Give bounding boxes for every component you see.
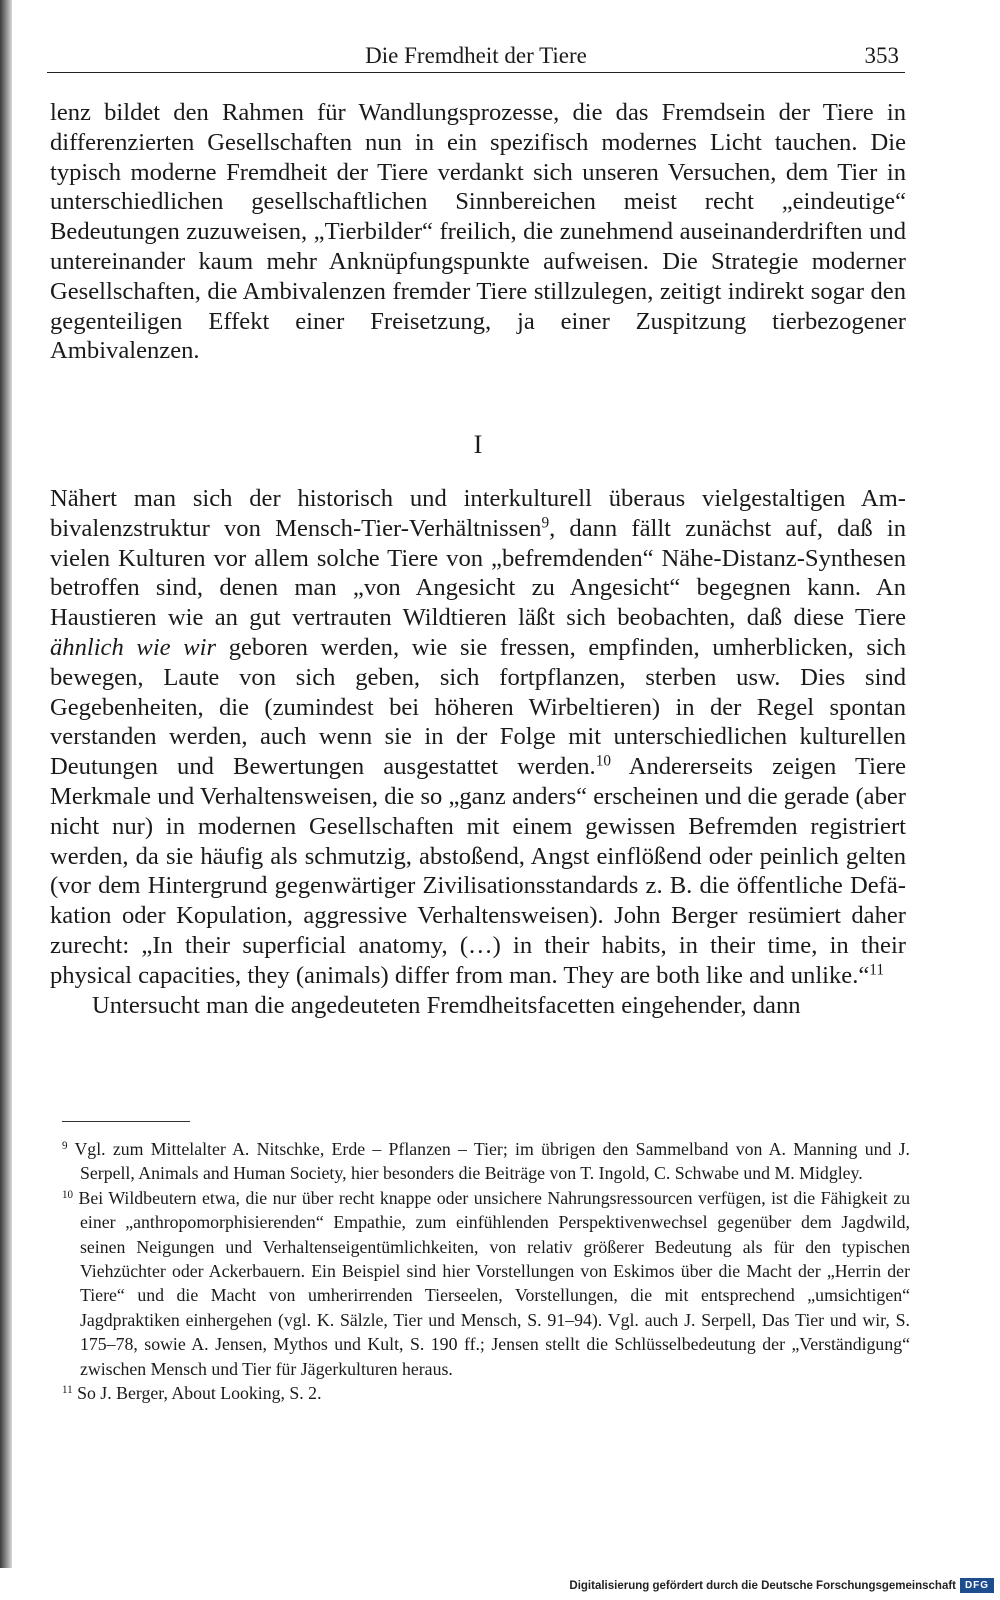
footnote-11 [62,1381,910,1405]
running-title: Die Fremdheit der Tiere [365,43,587,68]
book-binding-edge [0,0,12,1600]
intro-paragraph: lenz bildet den Rahmen für Wandlungsprozesse, die das Fremdsein der Tiere in differenzierten Gesellschaften nun in ein spezifisch modernes Licht tauchen. Die typisch moderne Fremdheit der Tiere verdankt sich unseren Versuchen, dem Tier in unterschiedlichen gesellschaftlichen Sinnbereichen meist recht „eindeutige“ Bedeutungen zuzuweisen, „Tierbilder“ freilich, die zunehmend auseinanderdriften und untereinander kaum mehr Anknüpfungspunkte aufweisen. Die Strategie moderner Gesellschaften, die Ambivalenzen fremder Tiere stillzulegen, zeitigt indirekt sogar den gegenteiligen Effekt einer Freisetzung, ja einer Zuspitzung tierbezogener Ambivalenzen. [50,99,906,365]
paragraph-text: Nähert man sich der historisch und interkulturell überaus vielgestaltigen Ambivalenzstruktur von Mensch-Tier-Verhältnissen [50,485,906,542]
digitization-credit: Digitalisierung gefördert durch die Deutsche Forschungsgemeinschaft [569,1580,956,1592]
footnote-text: Bei Wildbeutern etwa, die nur über recht knappe oder unsichere Nahrungsressourcen verfügen, ist die Fähigkeit zu einer „anthropomorphisierenden“ Empathie, zum einfühlenden Perspektivenwechsel gegenüber dem Jagdwild, seinen Neigungen und Verhaltenseigentümlichkeiten, von relativ größerer Bedeutung als für den typischen Viehzüchter oder Ackerbauern. Ein Beispiel sind hier Vorstellungen von Eskimos über die Macht der „Herrin der Tiere“ und die Macht von umherirrenden Tierseelen, Vorstellungen, die mit entsprechend „umsichtigen“ Jagdpraktiken einhergehen (vgl. K. Sälzle, Tier und Mensch, S. 91–94). Vgl. auch J. Serpell, Das Tier und wir, S. 175–78, sowie A. Jensen, Mythos und Kult, S. 190 ff.; Jensen stellt die Schlüsselbedeutung der „Verständigung“ zwischen Mensch und Tier für Jägerkulturen heraus. [78,1187,911,1379]
section-paragraph-2: Untersucht man die angedeuteten Fremdheitsfacetten eingehender, dann [92,991,801,1019]
footnote-number: 11 [62,1384,73,1396]
paragraph-text: , dann fällt zunächst auf, daß in vielen Kulturen vor allem solche Tiere von „befremdenden“ Nähe-Distanz-Synthesen betroffen sind, denen man „von Angesicht zu Angesicht“ begegnen kann. An Haustieren wie an gut vertrauten Wildtieren läßt sich beobachten, daß diese Tiere [50,514,906,632]
footnote-ref-10[interactable]: 10 [595,752,611,770]
paragraph-text: Andererseits zeigen Tiere Merkmale und Verhaltensweisen, die so „ganz anders“ erscheinen und die gerade (aber nicht nur) in modernen Gesellschaften mit einem gewissen Befremden registriert werden, da sie häufig als schmutzig, abstoßend, Angst einflößend oder peinlich gelten (vor dem Hintergrund gegenwärtiger Zivilisationsstandards z. B. die öffentliche Defäkation oder Kopulation, aggressive Verhaltensweisen). John Berger resümiert daher zurecht: „In their superficial anatomy, (…) in their habits, in their time, in their physical capacities, they (animals) differ from man. They are both like and unlike.“ [50,753,906,989]
intro-text [50,98,906,366]
footnote-number: 9 [62,1139,68,1152]
footnote-divider [62,1121,190,1122]
section-paragraph-1 [50,484,906,991]
section-heading: I [473,430,483,459]
footnote-9 [62,1137,910,1186]
italic-phrase: ähnlich wie wir [50,633,217,661]
section-text [50,484,906,1020]
footnote-number: 10 [62,1188,74,1201]
footnote-10 [62,1186,910,1381]
page-number: 353 [864,43,899,68]
footnote-text: Vgl. zum Mittelalter A. Nitschke, Erde – Pflanzen – Tier; im übrigen den Sammelband von A. Manning und J. Serpell, Animals and Human Society, hier besonders die Beiträge von T. Ingold, C. Schwabe und M. Midgley. [74,1139,910,1184]
running-header [47,42,905,73]
footnote-text: So J. Berger, About Looking, S. 2. [77,1383,322,1404]
footnote-ref-11[interactable]: 11 [869,961,884,979]
paragraph-text: geboren werden, wie sie fressen, empfinden, umherblicken, sich bewegen, Laute von sich geben, sich fortpflanzen, sterben usw. Dies sind Gegebenheiten, die (zumindest bei höheren Wirbeltieren) in der Regel spontan verstanden werden, auch wenn sie in der Folge mit unterschiedlichen kulturellen Deutungen und Bewertungen ausgestattet werden. [50,633,907,781]
footnote-ref-9[interactable]: 9 [541,514,550,532]
dfg-logo-icon: DFG [960,1578,994,1593]
footnotes [62,1137,910,1405]
digitization-footer [0,1568,1000,1600]
